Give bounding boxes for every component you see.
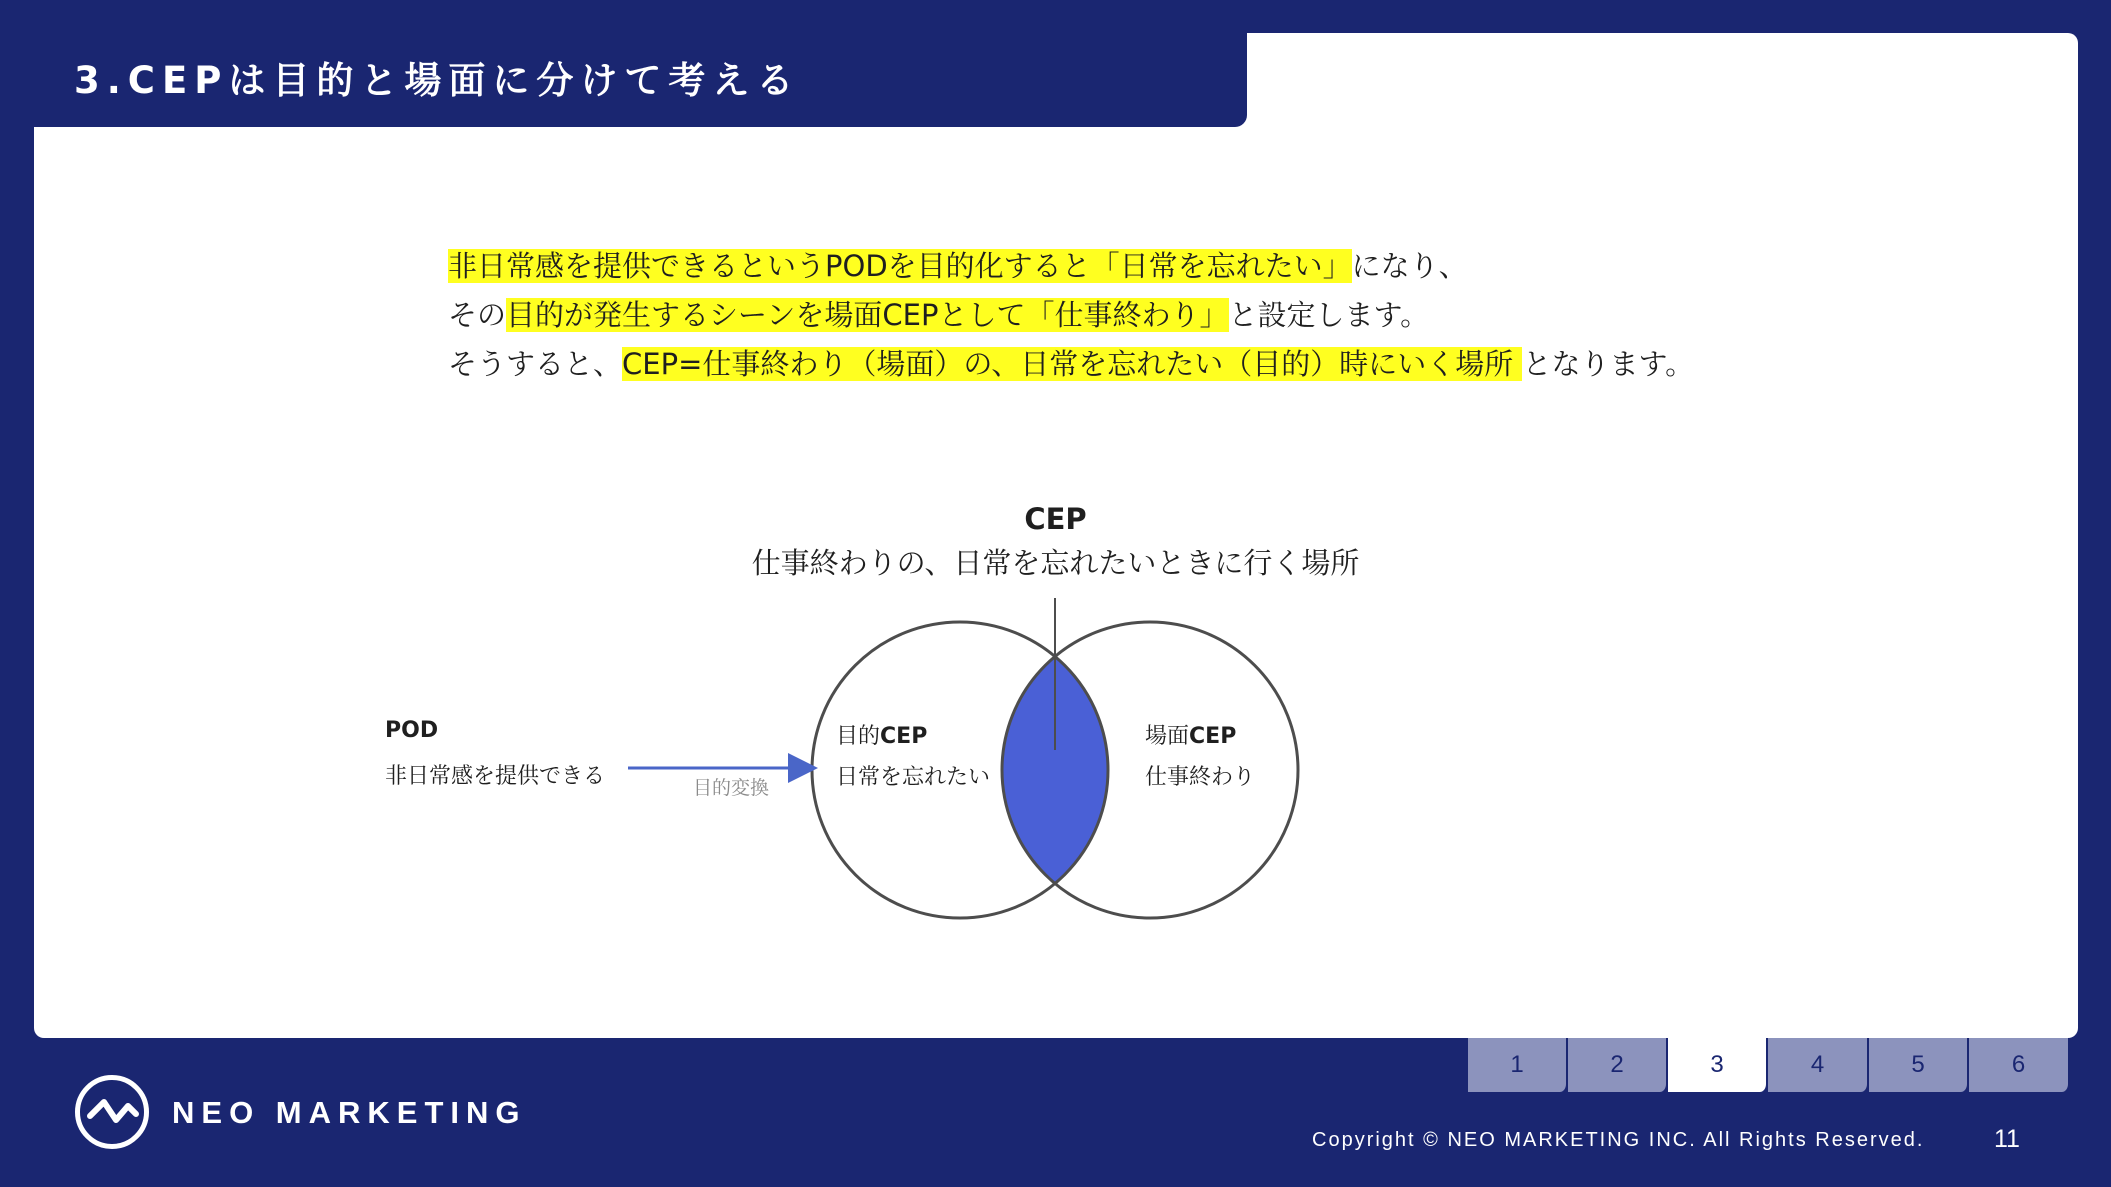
logo-text: NEO MARKETING <box>172 1095 527 1130</box>
page-tab-6[interactable]: 6 <box>1969 1038 2070 1092</box>
cep-heading: CEP <box>1024 502 1087 536</box>
highlight: 非日常感を提供できるというPODを目的化すると「日常を忘れたい」 <box>448 249 1352 283</box>
page-tabs <box>1468 1038 2070 1092</box>
right-circle-title: 場面CEP <box>1145 724 1237 749</box>
pod-text: 非日常感を提供できる <box>385 764 606 789</box>
text-span: その <box>448 298 507 332</box>
right-circle-text: 仕事終わり <box>1145 765 1256 790</box>
copyright: Copyright © NEO MARKETING INC. All Rights Reserved. <box>1312 1129 1925 1151</box>
page-tab-4[interactable]: 4 <box>1768 1038 1869 1092</box>
text-span: になり、 <box>1351 249 1468 283</box>
highlight: CEP=仕事終わり（場面）の、日常を忘れたい（目的）時にいく場所 <box>622 347 1523 381</box>
slide-title: 3.CEPは目的と場面に分けて考える <box>74 59 801 102</box>
page-tab-2[interactable]: 2 <box>1568 1038 1668 1092</box>
highlight: 目的が発生するシーンを場面CEPとして「仕事終わり」 <box>506 298 1229 332</box>
page-tab-3[interactable]: 3 <box>1668 1038 1768 1092</box>
page-tab-1[interactable]: 1 <box>1468 1038 1568 1092</box>
logo-icon <box>75 1075 149 1149</box>
left-circle-title: 目的CEP <box>836 724 928 749</box>
text-span: となります。 <box>1522 347 1695 381</box>
text-span: と設定します。 <box>1228 298 1430 332</box>
page-tab-5[interactable]: 5 <box>1869 1038 1969 1092</box>
cep-subtitle: 仕事終わりの、日常を忘れたいときに行く場所 <box>751 546 1360 580</box>
text-span: そうすると、 <box>448 347 623 381</box>
pod-title: POD <box>385 718 439 743</box>
page-number: 11 <box>1994 1125 2020 1153</box>
arrow-caption: 目的変換 <box>693 777 770 799</box>
left-circle-text: 日常を忘れたい <box>836 765 991 790</box>
